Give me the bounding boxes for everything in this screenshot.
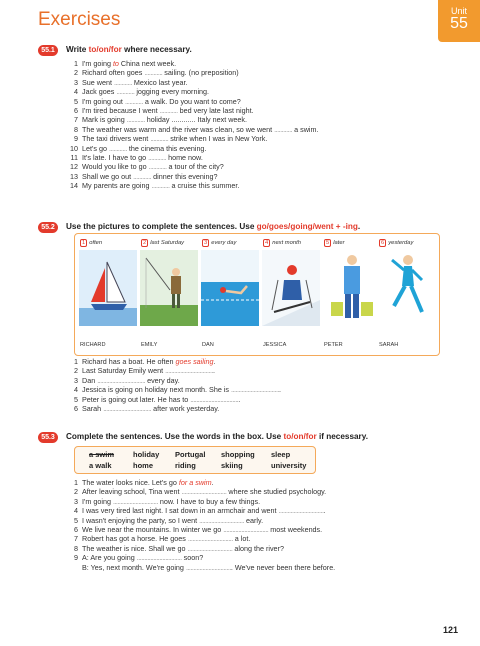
line-number: 6 [74,404,78,414]
unit-tab [438,0,480,42]
sentence-line [66,153,318,162]
instruction-text: . [357,222,361,231]
unit-number: 55 [450,15,468,32]
sentence-line [66,395,281,404]
picture-caption: 3 every day [204,240,237,246]
sentence-line [66,87,318,96]
sentence-text: The weather was warm and the river was clean, so we went [82,124,275,134]
word-item: Portugal [175,450,206,459]
answer-blank[interactable]: ............ [144,68,163,78]
picture-name: PETER [324,342,343,348]
sentence-text: Sue went [82,77,114,87]
line-number: 1 [74,59,78,68]
line-number: 5 [74,515,78,525]
line-number: 3 [74,375,78,385]
picture-panel [140,238,198,348]
answer-example: for a swim [178,478,212,487]
word-item: sleep [271,450,291,459]
answer-blank[interactable]: .............................. [278,506,324,516]
answer-blank[interactable]: ............ [150,134,169,144]
sentence-text: a lot. [232,534,251,544]
sentence-text: a walk. Do you want to come? [142,96,241,106]
sentence-text: We live near the mountains. In winter we go [82,525,224,535]
skiing-picture [262,250,320,326]
line-number: 1 [74,357,78,366]
picture-caption: 2 last Saturday [143,240,185,246]
exercise-3-sentences [66,478,335,572]
sentence-text: Richard has a boat. He often [82,357,176,366]
line-number: 1 [74,478,78,487]
sentence-text: a tour of the city? [166,162,224,172]
sentence-text: Jessica is going on holiday next month. She is [82,385,232,395]
answer-example: goes sailing [175,357,214,366]
sentence-line [66,385,281,394]
sentence-text: After leaving school, Tina went [82,487,182,497]
sentence-text: dinner this evening? [151,171,218,181]
word-item: holiday [133,450,160,459]
instruction-text: Write [66,45,89,54]
sentence-text: I wasn't enjoying the party, so I went [82,515,200,525]
sentence-line [66,144,318,153]
swimming-picture [201,250,259,326]
answer-blank[interactable]: .............................. [223,525,269,535]
sentence-line [66,478,335,487]
sentence-text: the cinema this evening. [126,143,207,153]
line-number: 10 [70,143,78,153]
sentence-text: Dan [82,375,98,385]
sentence-line [66,181,318,190]
word-item: riding [175,461,196,470]
answer-blank[interactable]: ............ [113,77,132,87]
picture-name: EMILY [141,342,158,348]
sentence-text: . [323,506,326,516]
line-number: 6 [74,525,78,535]
line-number: 9 [74,134,78,144]
instruction-highlight: to/on/for [88,45,122,54]
sentence-line [66,487,335,496]
answer-blank[interactable]: ............ [148,162,167,172]
instruction-highlight: to/on/for [283,432,317,441]
sentence-text: where she studied psychology. [226,487,327,497]
sentence-text: I'm going out [82,96,125,106]
word-item: skiing [221,461,243,470]
sentence-line [66,106,318,115]
picture-strip [74,233,440,356]
line-number: 3 [74,496,78,506]
line-number: 8 [74,543,78,553]
sentence-line [66,115,318,124]
answer-blank[interactable]: .............................. [187,534,233,544]
sentence-line [66,376,281,385]
sentence-text: The weather is nice. Shall we go [82,543,188,553]
line-number: 11 [70,153,78,163]
sentence-text: along the river? [232,543,284,553]
word-item: a swim [89,450,115,459]
word-item: university [271,461,307,470]
word-item: shopping [221,450,255,459]
answer-blank[interactable]: ............ [274,124,293,134]
answer-blank[interactable]: ................................ [231,385,279,395]
sentence-text: China next week. [118,59,177,68]
picture-name: JESSICA [263,342,287,348]
line-number: 2 [74,68,78,78]
line-number: 7 [74,115,78,125]
picture-caption: 1 often [82,240,103,246]
picture-name: SARAH [379,342,399,348]
word-item: home [133,461,154,470]
sentence-line [66,97,318,106]
line-number: 13 [70,171,78,181]
jogging-picture [378,250,436,326]
instruction-text: Use the pictures to complete the sentences. Use [66,222,257,231]
answer-blank[interactable]: ................................ [190,394,239,404]
picture-caption: 4 next month [265,240,301,246]
sentence-text: I'm tired because I went [82,106,160,116]
line-number: 12 [70,162,78,172]
answer-blank[interactable]: ............ [159,106,178,116]
instruction-text: Complete the sentences. Use the words in the box. Use [66,432,284,441]
answer-blank[interactable]: ............ [126,115,145,125]
sentence-line [66,125,318,134]
sentence-line [66,172,318,181]
answer-blank[interactable]: .............................. [185,562,231,572]
sentence-line [66,563,335,572]
sentence-line [66,404,281,413]
sentence-text: B: Yes, next month. We're going [82,562,186,572]
exercise-badge-3: 55.3 [38,432,58,443]
sentence-text: Let's go [82,143,109,153]
picture-panel [79,238,137,348]
line-number: 7 [74,534,78,544]
answer-blank[interactable]: ............ [151,181,170,191]
picture-panel [378,238,436,348]
sentence-text: The water looks nice. Let's go [82,478,179,487]
sentence-text: a cruise this summer. [169,181,240,191]
sentence-line [66,534,335,543]
page-title: Exercises [38,9,121,30]
answer-blank[interactable]: ............ [116,87,135,97]
exercise-2-sentences [66,357,281,413]
sentence-text: Last Saturday Emily went [82,366,166,376]
exercise-2-instruction [66,222,360,231]
answer-blank[interactable]: .............................. [199,515,245,525]
sentence-text: . We've never been there before. [230,562,336,572]
answer-blank[interactable]: ............ [133,171,152,181]
sentence-text: a swim. [292,124,319,134]
sentence-line [66,134,318,143]
sentence-line [66,162,318,171]
sentence-text: after work yesterday. [151,404,220,414]
picture-caption: 6 yesterday [381,240,414,246]
sentence-line [66,506,335,515]
sentence-text: It's late. I have to go [82,153,149,163]
sentence-text: . [278,385,281,395]
sentence-text: Shall we go out [82,171,134,181]
exercise-3-instruction [66,432,368,441]
answer-blank[interactable]: ............ [108,143,127,153]
sentence-text: A: Are you going [82,553,137,563]
picture-name: DAN [202,342,214,348]
sentence-text: home now. [166,153,203,163]
sentence-text: jogging every morning. [134,87,210,97]
line-number: 4 [74,506,78,516]
sentence-text: holiday ............ Italy next week. [144,115,247,125]
sentence-line [66,78,318,87]
sentence-line [66,59,318,68]
answer-blank[interactable]: ............ [124,96,143,106]
instruction-highlight: go/goes/going/went + -ing [256,222,358,231]
sentence-text: . [213,366,215,376]
answer-blank[interactable]: .............................. [181,487,227,497]
sentence-text: I'm going [82,496,113,506]
line-number: 5 [74,394,78,404]
sentence-text: Mexico last year. [131,77,188,87]
sentence-line [66,553,335,562]
instruction-text: where necessary. [121,45,192,54]
sentence-text: most weekends. [268,525,323,535]
answer-blank[interactable]: ................................ [165,366,213,376]
sentence-text: sailing. (no preposition) [162,68,239,78]
answer-blank[interactable]: .............................. [187,543,233,553]
line-number: 3 [74,77,78,87]
exercise-badge-1: 55.1 [38,45,58,56]
exercise-badge-2: 55.2 [38,222,58,233]
sentence-text: Mark is going [82,115,127,125]
line-number: 5 [74,96,78,106]
line-number: 8 [74,124,78,134]
line-number: 6 [74,106,78,116]
line-number: 2 [74,366,78,376]
sailing-picture [79,250,137,326]
line-number: 4 [74,385,78,395]
shopping-picture [323,250,381,326]
sentence-text: I'm going [82,59,113,68]
sentence-line [66,497,335,506]
instruction-text: if necessary. [316,432,368,441]
line-number: 2 [74,487,78,497]
sentence-line [66,68,318,77]
sentence-line [66,544,335,553]
sentence-text: . [238,394,241,404]
answer-blank[interactable]: ................................ [97,375,146,385]
sentence-text: Richard often goes [82,68,145,78]
sentence-text: every day. [145,375,180,385]
sentence-text: early. [244,515,264,525]
sentence-text: Peter is going out later. He has to [82,394,191,404]
page-number: 121 [442,625,458,635]
sentence-text: . [213,357,216,366]
sentence-line [66,516,335,525]
sentence-text: The taxi drivers went [82,134,151,144]
answer-blank[interactable]: ................................ [103,404,152,414]
sentence-text: My parents are going [82,181,152,191]
exercise-1-sentences [66,59,318,191]
picture-panel [201,238,259,348]
unit-label: Unit [450,6,467,16]
sentence-text: . [211,478,214,487]
word-box [74,446,316,474]
answer-blank[interactable]: .............................. [136,553,182,563]
sentence-line [66,525,335,534]
picture-name: RICHARD [80,342,106,348]
line-number: 14 [70,181,78,191]
line-number: 9 [74,553,78,563]
answer-example: to [112,59,119,68]
sentence-text: Jack goes [82,87,117,97]
sentence-text: bed very late last night. [177,106,254,116]
fishing-picture [140,250,198,326]
line-number: 4 [74,87,78,97]
answer-blank[interactable]: .............................. [112,496,158,506]
exercise-1-instruction [66,45,192,54]
sentence-line [66,366,281,375]
picture-panel [262,238,320,348]
sentence-text: Sarah [82,404,104,414]
sentence-text: Would you like to go [82,162,149,172]
sentence-text: I was very tired last night. I sat down in an armchair and went [82,506,279,516]
sentence-text: strike when I was in New York. [168,134,268,144]
sentence-text: now. I have to buy a few things. [157,496,261,506]
sentence-text: Robert has got a horse. He goes [82,534,188,544]
sentence-line [66,357,281,366]
picture-caption: 5 later [326,240,345,246]
word-item: a walk [89,461,112,470]
picture-panel [323,238,381,348]
sentence-text: soon? [181,553,204,563]
answer-blank[interactable]: ............ [148,153,167,163]
